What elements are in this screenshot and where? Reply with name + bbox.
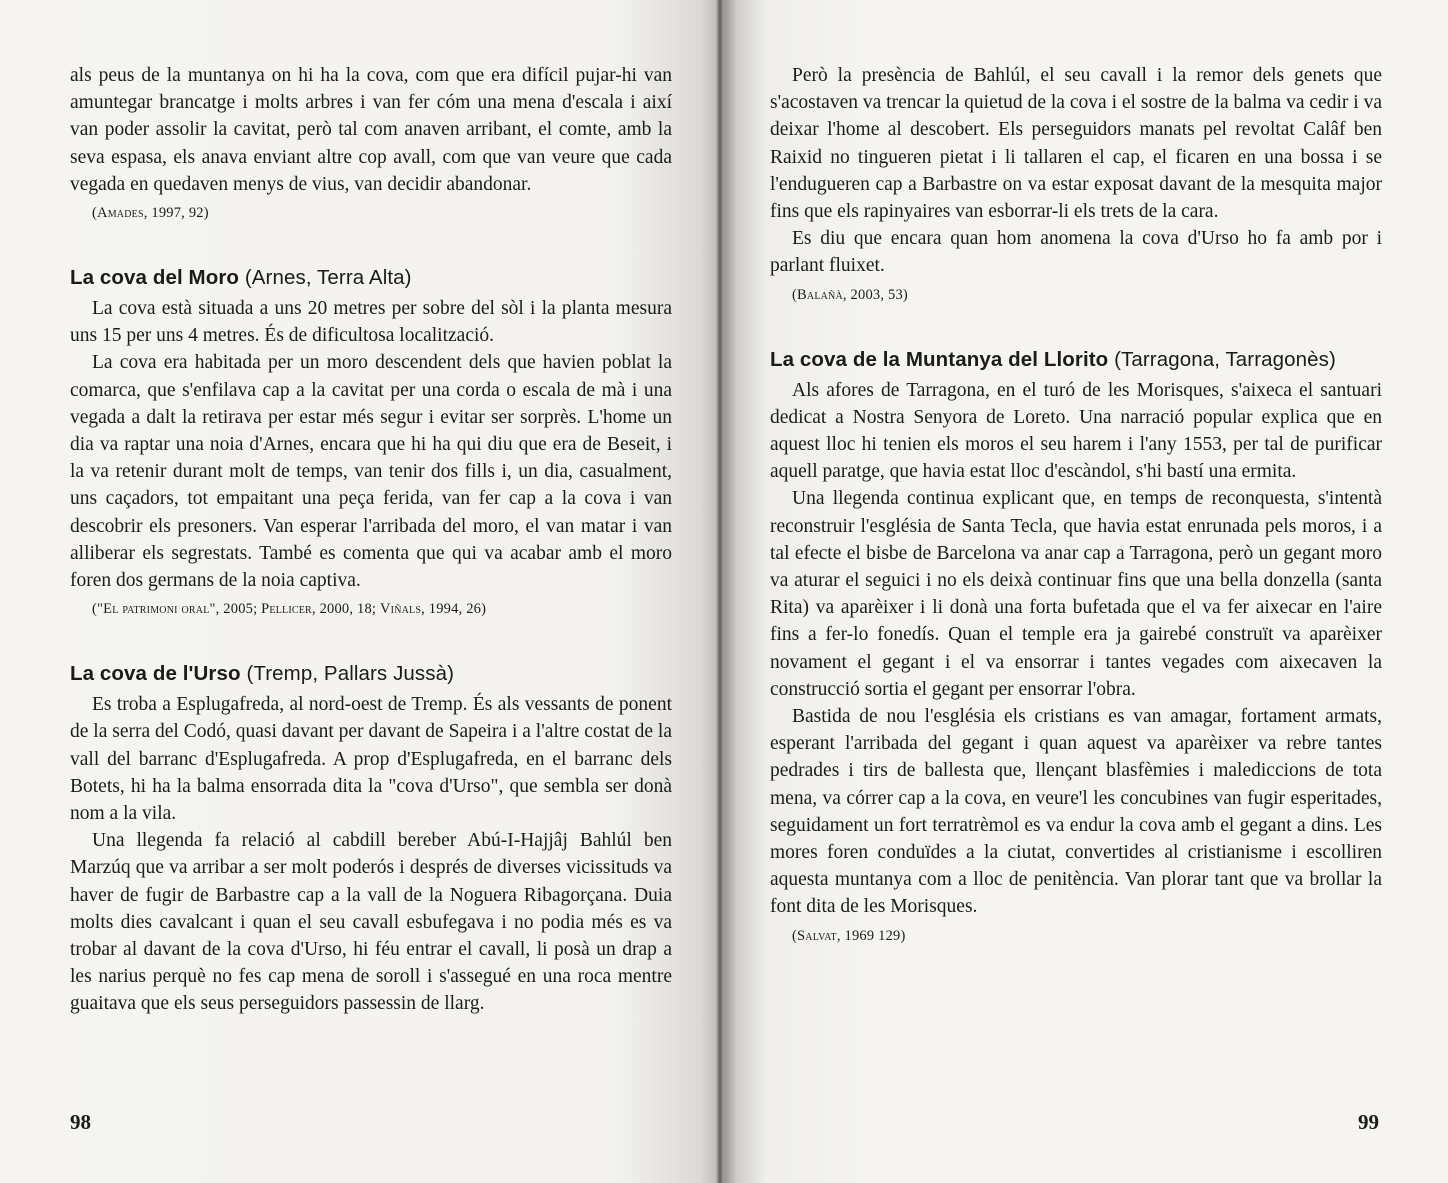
paragraph-llorito-1: Als afores de Tarragona, en el turó de les Morisques, s'aixeca el santuari dedicat a Nostra Senyora de Loreto. Una narració popular explica que en aquest lloc hi tenien els moros el seu harem i l'any 1553, per tal de purificar aquell paratge, que havia estat lloc d'escàndol, s'hi bastí una ermita. [770,379,1382,483]
citation-moro: ("El patrimoni oral", 2005; Pellicer, 2000, 18; Viñals, 1994, 26) [92,601,487,618]
citation-salvat: (Salvat, 1969 129) [792,927,906,944]
citation-amades: (Amades, 1997, 92) [92,205,209,222]
paragraph-urso-cont-2: Es diu que encara quan hom anomena la cova d'Urso ho fa amb por i parlant fluixet. [770,228,1382,277]
citation-balana: (Balañà, 2003, 53) [792,286,908,303]
left-page [0,0,722,1183]
heading-location: (Tarragona, Tarragonès) [1114,347,1336,371]
book-gutter [716,0,724,1183]
paragraph-urso-cont-1: Però la presència de Bahlúl, el seu cavall i la remor dels genets que s'acostaven va trencar la quietud de la cova i el sostre de la balma va cedir i va deixar l'home al descobert. Els perseguidors manats pel revoltat Calâf ben Raixid no tingueren pietat i li tallaren el cap, el ficaren en una bossa i se l'endugueren cap a Barbastre on va estar exposat davant de la mesquita major fins que els rapinyaires van esborrar-li els trets de la cara. [770,65,1382,223]
heading-cova-de-l-urso: La cova de l'Urso (Tremp, Pallars Jussà) [70,662,455,686]
right-page-text [770,62,1382,947]
paragraph-moro-2: La cova era habitada per un moro descendent dels que havien poblat la comarca, que s'enfilava cap a la cavitat per una corda o escala de mà i una vegada a dalt la retirava per estar més segur i evitar ser sorprès. L'home un dia va raptar una noia d'Arnes, encara que hi ha qui diu que era de Beseit, i la va retenir durant molt de temps, van tenir dos fills i, un dia, casualment, uns caçadors, tot empaitant una peça ferida, van fer cap a la cova i van descobrir els presoners. Van esperar l'arribada del moro, el van matar i van alliberar els segrestats. També es comenta que qui va acabar amb el moro foren dos germans de la noia captiva. [70,352,672,592]
heading-cova-muntanya-llorito: La cova de la Muntanya del Llorito (Tarragona, Tarragonès) [770,347,1336,371]
paragraph-intro: als peus de la muntanya on hi ha la cova, com que era difícil pujar-hi van amuntegar brancatge i molts arbres i van fer cóm una mena d'escala i així van poder assolir la cavitat, però tal com anaven arribant, el comte, amb la seva espasa, els anava enviant altre cop avall, com que van veure que cada vegada en quedaven menys de vius, van decidir abandonar. [70,65,672,195]
paragraph-llorito-2: Una llegenda continua explicant que, en temps de reconquesta, s'intentà reconstruir l'església de Santa Tecla, que havia estat enrunada pels moros, i a tal efecte el bisbe de Barcelona va anar cap a Tarragona, però un gegant moro va aturar el seguici i no els deixà continuar fins que una bella donzella (santa Rita) va aparèixer i li donà una forta bufetada que el va fer aixecar en l'aire fins a fer-lo fonedís. Quan el temple era ja gairebé construït va aparèixer novament el gegant i el va ensorrar i tantes vegades com aixecaven la construcció sortia el gegant per ensorrar l'obra. [770,488,1382,700]
right-page [722,0,1448,1183]
paragraph-moro-1: La cova està situada a uns 20 metres per sobre del sòl i la planta mesura uns 15 per uns 4 metres. És de dificultosa localització. [70,298,672,347]
heading-location: (Tremp, Pallars Jussà) [246,662,455,686]
paragraph-urso-1: Es troba a Esplugafreda, al nord-oest de Tremp. És als vessants de ponent de la serra del Codó, quasi davant per davant de Sapeira i a l'altre costat de la vall del barranc d'Esplugafreda. A prop d'Esplugafreda, en el barranc dels Botets, hi ha la balma ensorrada dita la "cova d'Urso", que sembla ser donà nom a la vila. [70,694,672,825]
heading-location: (Arnes, Terra Alta) [244,266,412,290]
heading-cova-del-moro: La cova del Moro (Arnes, Terra Alta) [70,266,412,290]
left-page-text [70,62,672,1018]
paragraph-llorito-3: Bastida de nou l'església els cristians es van amagar, fortament armats, esperant l'arribada del gegant i quan aquest va aparèixer va rebre tantes pedrades i tirs de ballesta que, llençant blasfèmies i malediccions de tota mena, va córrer cap a la cova, en veure'l les concubines van fugir esperitades, seguidament un fort terratrèmol es va endur la cova amb el gegant a dins. Les mores foren conduïdes a la ciutat, convertides al cristianisme i escolliren aquesta muntanya com a lloc de penitència. Van plorar tant que va brollar la font dita de les Morisques. [770,706,1382,918]
page-number-right: 99 [1358,1110,1379,1134]
page-number-left: 98 [70,1110,91,1134]
paragraph-urso-2: Una llegenda fa relació al cabdill bereber Abú-I-Hajjâj Bahlúl ben Marzúq que va arribar a ser molt poderós i després de diverses vicissituds va haver de fugir de Barbastre cap a la vall de la Noguera Ribagorçana. Duia molts dies cavalcant i quan el seu cavall esbufegava i no podia més es va trobar al davant de la cova d'Urso, hi féu entrar el cavall, li posà un drap a les narius perquè no fes cap mena de soroll i s'assegué en una roca mentre guaitava que els seus perseguidors passessin de llarg. [70,830,672,1015]
